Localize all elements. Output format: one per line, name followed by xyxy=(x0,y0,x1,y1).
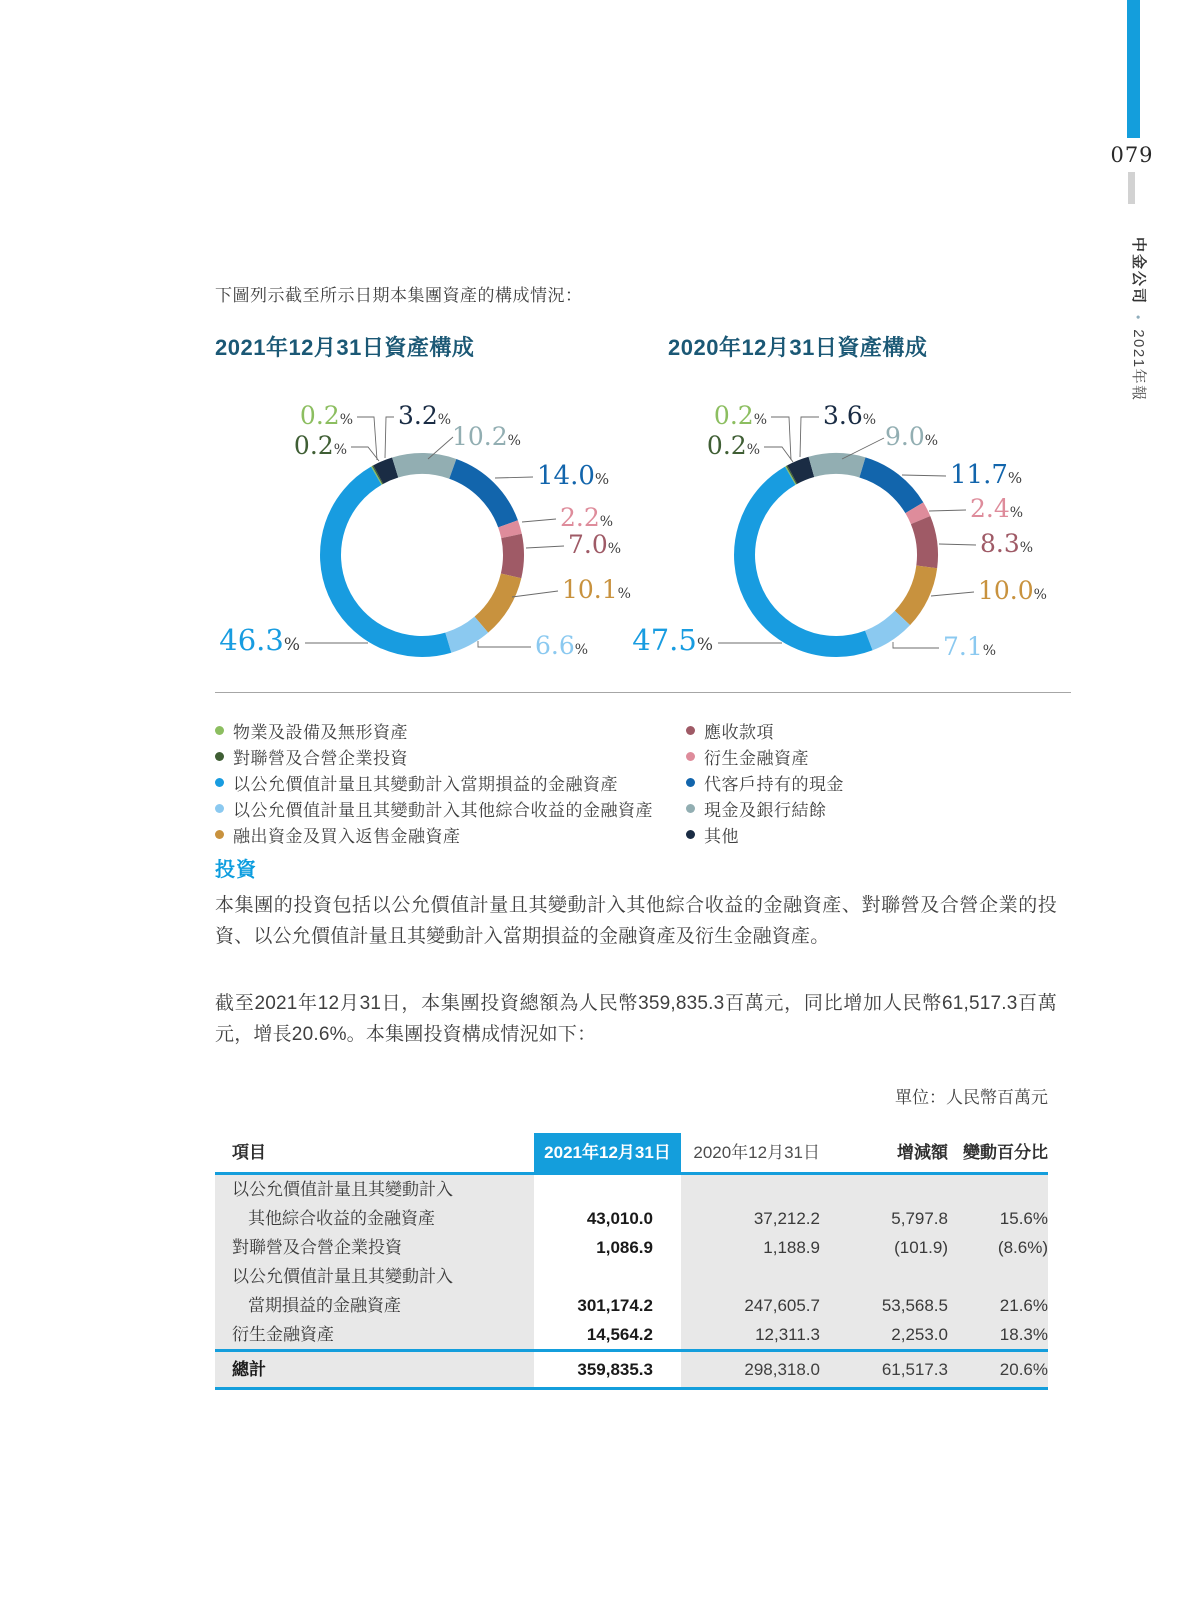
leader-line-cash-and-bank xyxy=(428,437,453,459)
legend-dot-icon xyxy=(686,830,695,839)
row-value-2020 xyxy=(681,1175,830,1204)
bullet-separator-icon: • xyxy=(1131,315,1145,320)
value-label-other: 3.2% xyxy=(398,401,452,430)
row-value-2020 xyxy=(681,1262,830,1291)
total-value-2021: 359,835.3 xyxy=(534,1352,681,1387)
value-label-client-cash: 14.0% xyxy=(537,461,610,491)
value-label-fvtpl: 46.3% xyxy=(219,623,300,657)
row-value-2020: 1,188.9 xyxy=(763,1238,820,1257)
row-change: 5,797.8 xyxy=(891,1209,948,1228)
legend-dot-icon xyxy=(686,752,695,761)
row-value-2021: 43,010.0 xyxy=(534,1204,681,1233)
header-change-pct: 變動百分比 xyxy=(963,1143,1048,1162)
segment-cash-and-bank xyxy=(811,464,862,468)
intro-text: 下圖列示截至所示日期本集團資產的構成情況： xyxy=(215,286,583,305)
value-label-receivables: 7.0% xyxy=(568,530,622,559)
legend-dot-icon xyxy=(686,778,695,787)
legend-column-left xyxy=(215,717,653,847)
row-change-pct: (8.6%) xyxy=(997,1238,1048,1257)
page-number: 079 xyxy=(1110,143,1154,167)
header-2020: 2020年12月31日 xyxy=(693,1143,820,1162)
table-row xyxy=(215,1320,1048,1349)
segment-receivables xyxy=(921,520,928,567)
leader-line-client-cash xyxy=(495,477,533,478)
row-value-2021: 14,564.2 xyxy=(534,1320,681,1349)
row-value-2021: 301,174.2 xyxy=(534,1291,681,1320)
unit-note: 單位：人民幣百萬元 xyxy=(895,1088,1048,1107)
row-value-2020: 37,212.2 xyxy=(753,1209,820,1228)
segment-associates-jv xyxy=(377,475,378,476)
total-change: 61,517.3 xyxy=(881,1360,948,1379)
leader-line-other xyxy=(800,417,819,457)
value-label-associates-jv: 0.2% xyxy=(706,431,760,460)
page-edge-bar xyxy=(1127,0,1140,138)
chart-title-2020: 2020年12月31日資產構成 xyxy=(668,335,928,360)
row-change: (101.9) xyxy=(894,1238,948,1257)
chart-legend xyxy=(215,717,1071,847)
row-item-label: 以公允價值計量且其變動計入 xyxy=(232,1180,453,1199)
row-item-label: 其他綜合收益的金融資產 xyxy=(248,1209,435,1228)
value-label-other: 3.6% xyxy=(823,401,877,430)
legend-item xyxy=(686,769,844,795)
legend-dot-icon xyxy=(215,830,224,839)
segment-client-cash xyxy=(862,467,914,507)
row-value-2021 xyxy=(534,1262,681,1291)
investment-paragraph-1: 本集團的投資包括以公允價值計量且其變動計入其他綜合收益的金融資產、對聯營及合營企業的投資、以公允價值計量且其變動計入當期損益的金融資產及衍生金融資產。 xyxy=(215,895,1057,947)
segment-fvtpl xyxy=(745,476,869,647)
leader-line-receivables xyxy=(526,546,564,548)
report-brand-vertical xyxy=(1129,237,1150,402)
value-label-receivables: 8.3% xyxy=(980,529,1034,558)
legend-label: 以公允價值計量且其變動計入其他綜合收益的金融資產 xyxy=(233,800,653,820)
legend-label: 對聯營及合營企業投資 xyxy=(233,748,408,768)
segment-derivative-assets xyxy=(914,508,920,520)
value-label-cash-and-bank: 10.2% xyxy=(452,422,521,451)
legend-label: 應收款項 xyxy=(704,722,774,742)
legend-dot-icon xyxy=(215,778,224,787)
leader-line-client-cash xyxy=(902,475,946,476)
value-label-property-equipment: 0.2% xyxy=(713,401,767,430)
table-row xyxy=(215,1291,1048,1320)
segment-other xyxy=(378,468,395,475)
leader-line-receivables xyxy=(939,544,976,545)
row-value-2020: 247,605.7 xyxy=(744,1296,820,1315)
value-label-property-equipment: 0.2% xyxy=(299,401,353,430)
row-value-2020: 12,311.3 xyxy=(755,1325,820,1344)
investment-composition-table xyxy=(215,1133,1048,1390)
row-change: 2,253.0 xyxy=(891,1325,948,1344)
row-value-2021: 1,086.9 xyxy=(534,1233,681,1262)
segment-fvtpl xyxy=(331,476,449,647)
row-item-label: 當期損益的金融資產 xyxy=(248,1296,401,1315)
row-change-pct xyxy=(950,1262,1048,1291)
leader-line-derivative-assets xyxy=(522,519,556,522)
legend-item xyxy=(686,717,844,743)
row-change xyxy=(830,1262,950,1291)
row-change-pct xyxy=(950,1175,1048,1204)
asset-composition-donut-charts xyxy=(0,0,1190,700)
leader-line-fvoci xyxy=(893,642,939,648)
header-change: 增減額 xyxy=(897,1143,948,1162)
leader-line-property-equipment xyxy=(357,417,377,460)
legend-label: 物業及設備及無形資產 xyxy=(233,722,408,742)
report-edition: 2021年報 xyxy=(1130,329,1147,402)
table-header-row xyxy=(215,1133,1048,1175)
row-value-2021 xyxy=(534,1175,681,1204)
value-label-fvtpl: 47.5% xyxy=(632,623,713,657)
legend-item xyxy=(686,743,844,769)
legend-item xyxy=(686,821,844,847)
leader-line-derivative-assets xyxy=(929,510,966,511)
row-item-label: 衍生金融資產 xyxy=(232,1325,334,1344)
table-row xyxy=(215,1262,1048,1291)
legend-item xyxy=(686,795,844,821)
row-item-label: 對聯營及合營企業投資 xyxy=(232,1238,402,1257)
row-change: 53,568.5 xyxy=(881,1296,948,1315)
segment-derivative-assets xyxy=(508,524,511,536)
row-change xyxy=(830,1175,950,1204)
segment-fvoci xyxy=(869,618,903,641)
leader-line-fvoci xyxy=(478,641,531,647)
total-change-pct: 20.6% xyxy=(999,1360,1048,1379)
leader-line-associates-jv xyxy=(351,447,379,461)
legend-label: 以公允價值計量且其變動計入當期損益的金融資產 xyxy=(233,774,618,794)
value-label-margin-resale: 10.1% xyxy=(562,575,631,604)
segment-associates-jv xyxy=(791,475,792,476)
chart-title-2021: 2021年12月31日資產構成 xyxy=(215,335,475,360)
total-value-2020: 298,318.0 xyxy=(744,1360,820,1379)
segment-other xyxy=(792,467,811,475)
header-2021-highlight: 2021年12月31日 xyxy=(534,1133,681,1172)
segment-fvoci xyxy=(448,625,481,643)
legend-label: 衍生金融資產 xyxy=(704,748,809,768)
segment-property-equipment xyxy=(376,475,377,476)
leader-line-associates-jv xyxy=(764,447,793,462)
charts-legend-divider xyxy=(215,692,1071,693)
value-label-derivative-assets: 2.4% xyxy=(970,494,1024,523)
legend-item xyxy=(215,743,653,769)
leader-line-margin-resale xyxy=(512,591,558,597)
value-label-fvoci: 7.1% xyxy=(943,632,997,661)
value-label-associates-jv: 0.2% xyxy=(293,431,347,460)
legend-label: 代客戶持有的現金 xyxy=(704,774,844,794)
legend-item xyxy=(215,717,653,743)
leader-line-margin-resale xyxy=(931,592,974,596)
row-item-label: 以公允價值計量且其變動計入 xyxy=(232,1267,453,1286)
legend-dot-icon xyxy=(215,726,224,735)
row-change-pct: 21.6% xyxy=(999,1296,1048,1315)
legend-dot-icon xyxy=(215,752,224,761)
leader-line-other xyxy=(385,417,394,458)
leader-line-property-equipment xyxy=(771,417,791,460)
segment-receivables xyxy=(511,536,513,576)
investment-paragraph-2: 截至2021年12月31日，本集團投資總額為人民幣359,835.3百萬元，同比增加人民幣61,517.3百萬元，增長20.6%。本集團投資構成情況如下： xyxy=(215,993,1057,1045)
donut-chart-2021 xyxy=(219,401,631,660)
legend-item xyxy=(215,821,653,847)
segment-margin-resale xyxy=(481,576,511,625)
segment-property-equipment xyxy=(790,475,791,476)
value-label-cash-and-bank: 9.0% xyxy=(885,422,939,451)
header-item: 項目 xyxy=(232,1143,266,1162)
table-row xyxy=(215,1204,1048,1233)
total-label: 總計 xyxy=(232,1360,266,1379)
company-name: 中金公司 xyxy=(1130,237,1147,306)
legend-label: 融出資金及買入返售金融資產 xyxy=(233,826,461,846)
donut-chart-2020 xyxy=(632,401,1047,661)
table-row xyxy=(215,1175,1048,1204)
value-label-margin-resale: 10.0% xyxy=(978,576,1047,605)
segment-cash-and-bank xyxy=(395,464,453,469)
table-body xyxy=(215,1175,1048,1349)
segment-margin-resale xyxy=(902,567,926,618)
table-row xyxy=(215,1233,1048,1262)
row-change-pct: 15.6% xyxy=(999,1209,1048,1228)
legend-label: 現金及銀行結餘 xyxy=(704,800,827,820)
legend-dot-icon xyxy=(686,804,695,813)
legend-dot-icon xyxy=(686,726,695,735)
legend-column-right xyxy=(686,717,844,847)
row-change-pct: 18.3% xyxy=(999,1325,1048,1344)
table-total-row xyxy=(215,1349,1048,1390)
section-heading-investment: 投資 xyxy=(215,859,257,881)
value-label-fvoci: 6.6% xyxy=(535,631,589,660)
leader-line-cash-and-bank xyxy=(842,438,884,459)
page-number-tick xyxy=(1128,172,1135,204)
value-label-client-cash: 11.7% xyxy=(950,460,1023,490)
legend-item xyxy=(215,795,653,821)
value-label-derivative-assets: 2.2% xyxy=(560,503,614,532)
legend-item xyxy=(215,769,653,795)
segment-client-cash xyxy=(453,469,508,524)
legend-dot-icon xyxy=(215,804,224,813)
legend-label: 其他 xyxy=(704,826,739,846)
